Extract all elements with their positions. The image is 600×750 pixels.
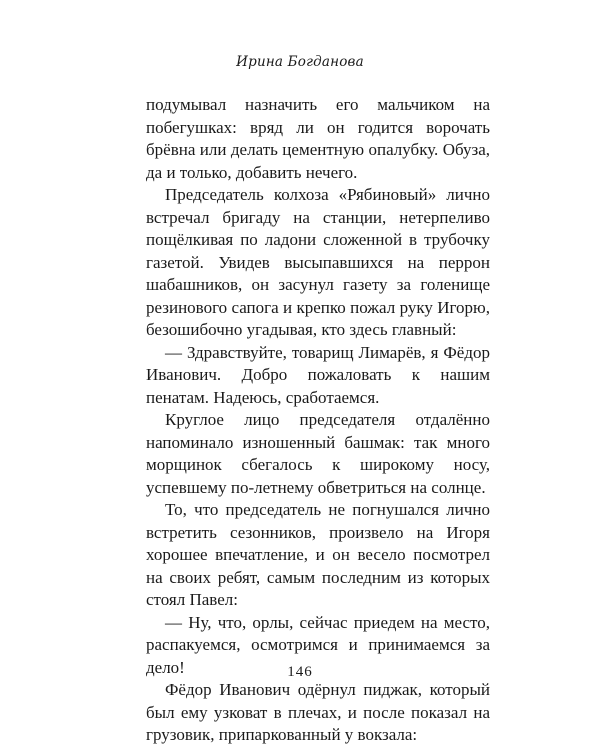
body-text: [146, 94, 490, 747]
paragraph: подумывал назначить его мальчиком на побегушках: вряд ли он годится ворочать брёвна или делать цементную опалубку. Обуза, да и только, добавить нечего.: [146, 95, 490, 182]
running-header: Ирина Богданова: [236, 54, 364, 70]
dialogue-paragraph: — Ну, что, орлы, сейчас приедем на место, распакуемся, осмотримся и принимаемся за дело!: [146, 612, 490, 677]
dialogue-paragraph: — Здравствуйте, товарищ Лимарёв, я Фёдор Иванович. Добро пожаловать к нашим пенатам. Надеюсь, сработаемся.: [146, 342, 490, 407]
paragraph: Фёдор Иванович одёрнул пиджак, который был ему узковат в плечах, и после показал на грузовик, припаркованный у вокзала:: [146, 680, 490, 744]
paragraph: Председатель колхоза «Рябиновый» лично встречал бригаду на станции, нетерпеливо пощёлкивая по ладони сложенной в трубочку газетой. Увидев высыпавшихся на перрон шабашников, он засунул газету за голенище резинового сапога и крепко пожал руку Игорю, безошибочно угадывая, кто здесь главный:: [146, 185, 490, 339]
paragraph: Круглое лицо председателя отдалённо напоминало изношенный башмак: так много морщинок сбегалось к широкому носу, успевшему по-летнему обветриться на солнце.: [146, 410, 490, 497]
page-number: 146: [287, 664, 313, 680]
paragraph: То, что председатель не погнушался лично встретить сезонников, произвело на Игоря хорошее впечатление, и он весело посмотрел на своих ребят, самым последним из которых стоял Павел:: [146, 500, 490, 609]
